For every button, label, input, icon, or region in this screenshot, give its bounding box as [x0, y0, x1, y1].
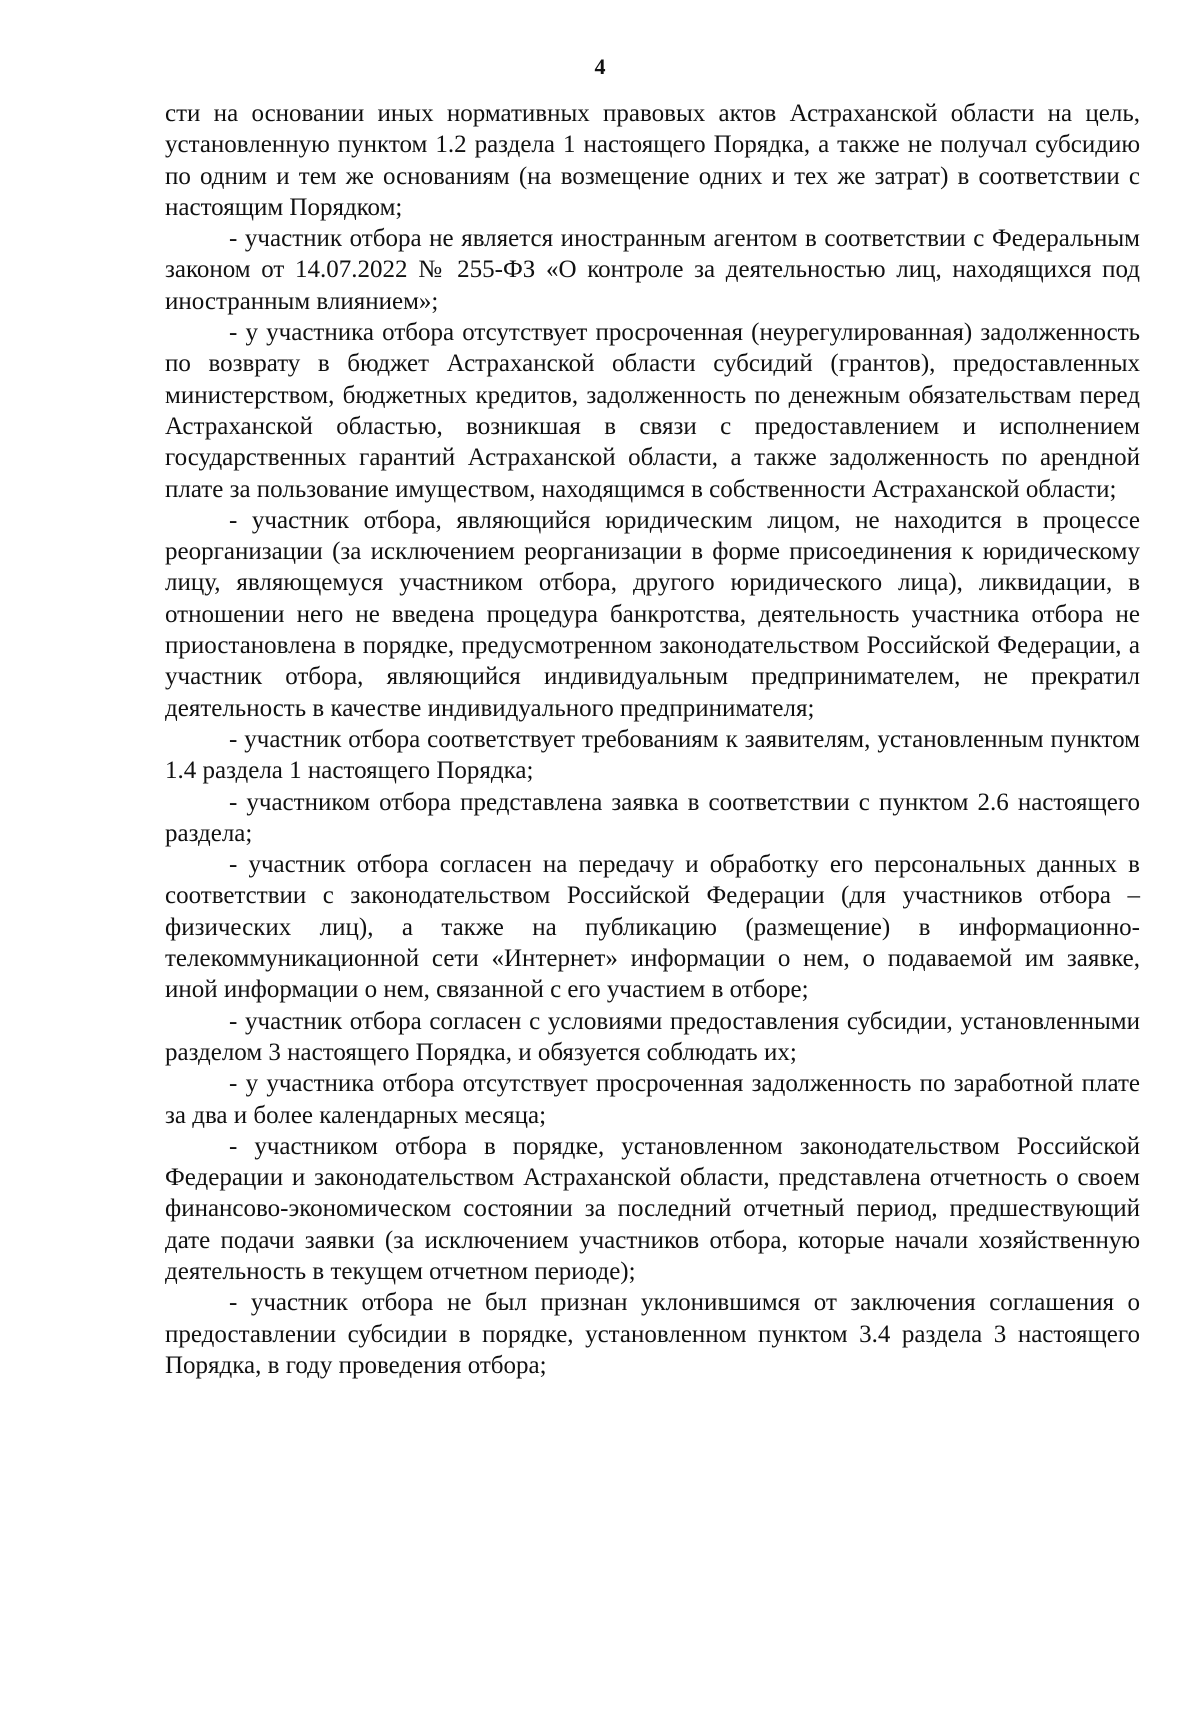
paragraph-foreign-agent: - участник отбора не является иностранным агентом в соответствии с Федеральным законом от 14.07.2022 № 255-ФЗ «О контроле за деятельностью лиц, находящихся под иностранным влиянием»; [165, 225, 1140, 315]
paragraph-agreement-evasion: - участник отбора не был признан уклонившимся от заключения соглашения о предоставлении субсидии в порядке, установленном пунктом 3.4 раздела 3 настоящего Порядка, в году проведения отбора; [165, 1289, 1140, 1379]
paragraph-financial-reporting: - участником отбора в порядке, установленном законодательством Российской Федерации и законодательством Астраханской области, представлена отчетность о своем финансово-экономическом состоянии за последний отчетный период, предшествующий дате подачи заявки (за исключением участников отбора, которые начали хозяйственную деятельность в текущем отчетном периоде); [165, 1132, 1140, 1285]
paragraph-applicant-requirements: - участник отбора соответствует требованиям к заявителям, установленным пунктом 1.4 раздела 1 настоящего Порядка; [165, 725, 1140, 785]
paragraph-personal-data: - участник отбора согласен на передачу и обработку его персональных данных в соответствии с законодательством Российской Федерации (для участников отбора – физических лиц), а также на публикацию (размещение) в информационно-телекоммуникационной сети «Интернет» информации о нем, о подаваемой им заявке, иной информации о нем, связанной с его участием в отборе; [165, 851, 1140, 1004]
paragraph-application: - участником отбора представлена заявка в соответствии с пунктом 2.6 настоящего раздела; [165, 788, 1140, 847]
paragraph-subsidy-terms: - участник отбора согласен с условиями предоставления субсидии, установленными разделом 3 настоящего Порядка, и обязуется соблюдать их; [165, 1007, 1140, 1066]
paragraph-continuation: сти на основании иных нормативных правовых актов Астраханской области на цель, установленную пунктом 1.2 раздела 1 настоящего Порядка, а также не получал субсидию по одним и тем же основаниям (на возмещение одних и тех же затрат) в соответствии с настоящим Порядком; [165, 100, 1140, 221]
page-number: 4 [594, 54, 606, 79]
paragraph-wage-debt: - у участника отбора отсутствует просроченная задолженность по заработной плате за два и более календарных месяца; [165, 1070, 1140, 1129]
document-body [165, 98, 1140, 1381]
paragraph-overdue-debt: - у участника отбора отсутствует просроченная (неурегулированная) задолженность по возврату в бюджет Астраханской области субсидий (грантов), предоставленных министерством, бюджетных кредитов, задолженность по денежным обязательствам перед Астраханской областью, возникшая в связи с предоставлением и исполнением государственных гарантий Астраханской области, а также задолженность по арендной плате за пользование имуществом, находящимся в собственности Астраханской области; [165, 319, 1140, 503]
paragraph-reorganization: - участник отбора, являющийся юридическим лицом, не находится в процессе реорганизации (за исключением реорганизации в форме присоединения к юридическому лицу, являющемуся участником отбора, другого юридического лица), ликвидации, в отношении него не введена процедура банкротства, деятельность участника отбора не приостановлена в порядке, предусмотренном законодательством Российской Федерации, а участник отбора, являющийся индивидуальным предпринимателем, не прекратил деятельность в качестве индивидуального предпринимателя; [165, 506, 1140, 722]
